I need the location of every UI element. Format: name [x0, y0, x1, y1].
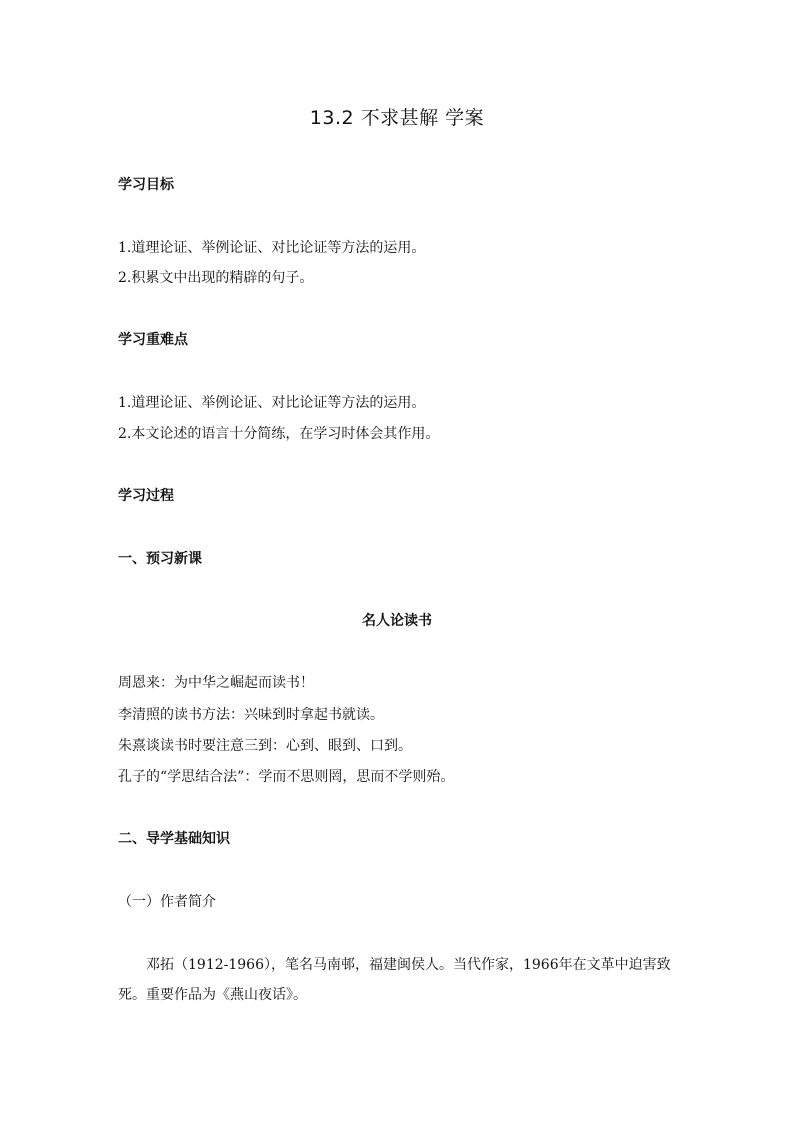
part-two-heading: 二、导学基础知识	[118, 831, 230, 847]
quote-item-2: 李清照的读书方法：兴味到时拿起书就读。	[118, 707, 384, 723]
quote-item-3: 朱熹谈读书时要注意三到：心到、眼到、口到。	[118, 738, 412, 754]
quote-item-4: 孔子的“学思结合法”：学而不思则罔，思而不学则殆。	[118, 769, 455, 785]
author-intro-heading: （一）作者简介	[118, 894, 216, 910]
document-title: 13.2 不求甚解 学案	[309, 107, 485, 129]
goals-heading: 学习目标	[118, 177, 174, 193]
key-points-item-1: 1.道理论证、举例论证、对比论证等方法的运用。	[118, 395, 426, 411]
goals-item-2: 2.积累文中出现的精辟的句子。	[118, 270, 314, 286]
author-intro-paragraph: 邓拓（1912-1966），笔名马南邨，福建闽侯人。当代作家，1966年在文革中迫害致死。重要作品为《燕山夜话》。	[118, 957, 671, 1003]
part-one-heading: 一、预习新课	[118, 551, 202, 567]
key-points-heading: 学习重难点	[118, 332, 188, 348]
process-heading: 学习过程	[118, 488, 174, 504]
part-one-subheading: 名人论读书	[362, 613, 432, 629]
key-points-item-2: 2.本文论述的语言十分简练，在学习时体会其作用。	[118, 426, 440, 442]
quote-item-1: 周恩来：为中华之崛起而读书！	[118, 675, 314, 691]
goals-item-1: 1.道理论证、举例论证、对比论证等方法的运用。	[118, 240, 426, 256]
